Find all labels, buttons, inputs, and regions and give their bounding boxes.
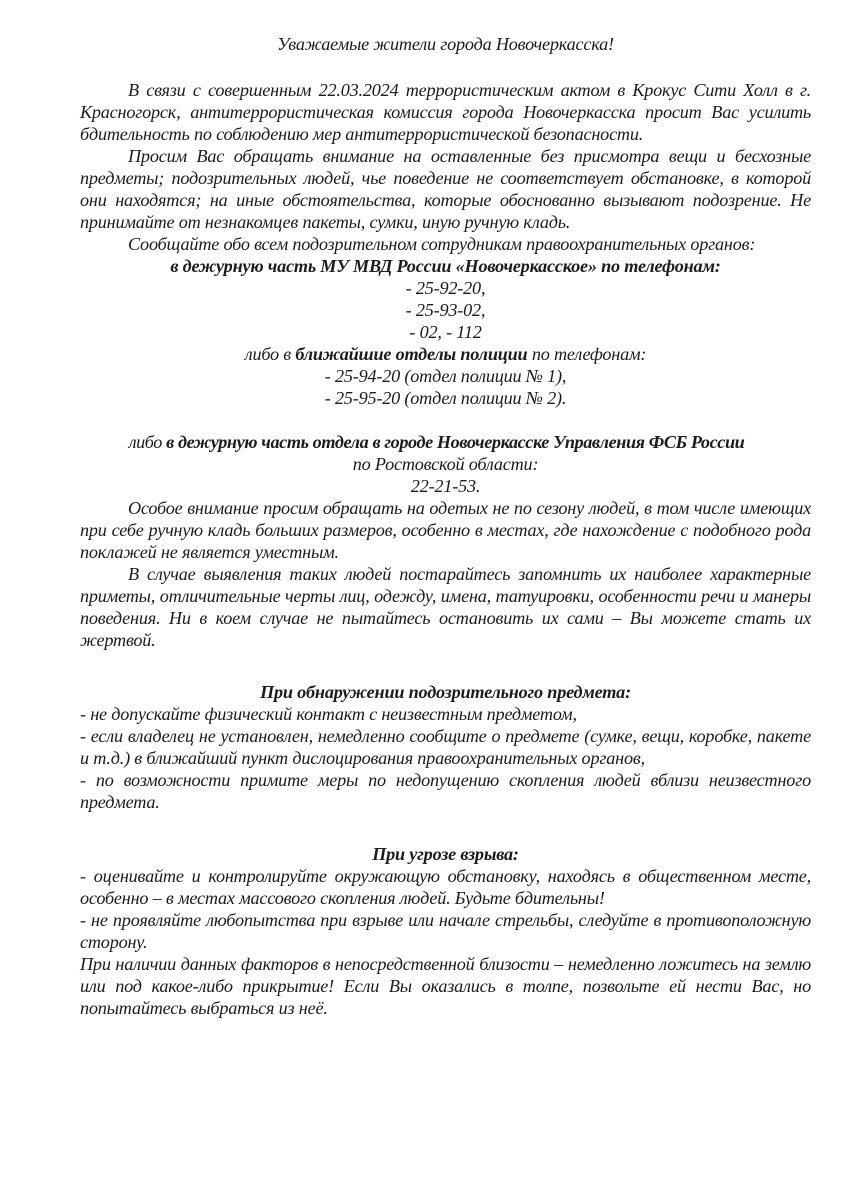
paragraph-identify: В случае выявления таких людей постарайтесь запомнить их наиболее характерные приметы, отличительные черты лиц, одежду, имена, татуировки, особенности речи и манеры поведения. Ни в коем случае не пытайтесь остановить их сами – Вы можете стать их жертвой.	[80, 564, 811, 650]
police-line-suffix: по телефонам:	[527, 344, 647, 364]
section-suspicious-item: - не допускайте физический контакт с неизвестным предметом,	[80, 704, 577, 724]
section-suspicious-item: - по возможности примите меры по недопущению скопления людей вблизи неизвестного предмета.	[80, 770, 811, 812]
police-line-prefix: либо в	[244, 344, 296, 364]
document-page	[80, 30, 811, 1019]
section-explosion-heading: При угрозе взрыва:	[372, 844, 519, 864]
paragraph-vigilance: Просим Вас обращать внимание на оставленные без присмотра вещи и бесхозные предметы; подозрительных людей, чье поведение не соответствует обстановке, в которой они находятся; на иные обстоятельства, которые обоснованно вызывают подозрение. Не принимайте от незнакомцев пакеты, сумки, иную ручную кладь.	[80, 146, 811, 232]
mvd-heading: в дежурную часть МУ МВД России «Новочеркасское» по телефонам:	[170, 256, 721, 276]
spacer	[80, 651, 811, 681]
paragraph-report: Сообщайте обо всем подозрительном сотрудникам правоохранительных органов:	[128, 234, 756, 254]
police-line-bold: ближайшие отделы полиции	[295, 344, 528, 364]
mvd-phone: - 25-93-02,	[405, 300, 486, 320]
section-explosion-item: - оценивайте и контролируйте окружающую обстановку, находясь в общественном месте, особенно – в местах массового скопления людей. Будьте бдительны!	[80, 866, 811, 908]
fsb-line-prefix: либо	[128, 432, 167, 452]
mvd-phone: - 25-92-20,	[405, 278, 486, 298]
spacer	[80, 813, 811, 843]
fsb-line-bold: в дежурную часть отдела в городе Новочеркасске Управления ФСБ России	[166, 432, 745, 452]
spacer	[80, 55, 811, 79]
paragraph-intro: В связи с совершенным 22.03.2024 террористическим актом в Крокус Сити Холл в г. Красногорск, антитеррористическая комиссия города Новочеркасска просит Вас усилить бдительность по соблюдению мер антитеррористической безопасности.	[80, 80, 811, 144]
fsb-phone: 22-21-53.	[410, 476, 481, 496]
section-explosion-item: - не проявляйте любопытства при взрыве или начале стрельбы, следуйте в противоположную сторону.	[80, 910, 811, 952]
section-suspicious-heading: При обнаружении подозрительного предмета:	[260, 682, 631, 702]
police-phone: - 25-94-20 (отдел полиции № 1),	[324, 366, 567, 386]
section-explosion-item: При наличии данных факторов в непосредственной близости – немедленно ложитесь на землю или под какое-либо прикрытие! Если Вы оказались в толпе, позвольте ей нести Вас, но попытайтесь выбраться из неё.	[80, 954, 811, 1018]
police-phone: - 25-95-20 (отдел полиции № 2).	[324, 388, 567, 408]
mvd-phone: - 02, - 112	[409, 322, 482, 342]
document-title: Уважаемые жители города Новочеркасска!	[277, 34, 614, 54]
section-suspicious-item: - если владелец не установлен, немедленно сообщите о предмете (сумке, вещи, коробке, пакете и т.д.) в ближайший пункт дислоцирования правоохранительных органов,	[80, 726, 811, 768]
police-line	[80, 343, 811, 365]
paragraph-attention: Особое внимание просим обращать на одетых не по сезону людей, в том числе имеющих при себе ручную кладь больших размеров, особенно в местах, где нахождение с подобного рода поклажей не является уместным.	[80, 498, 811, 562]
fsb-line	[52, 431, 821, 453]
spacer	[80, 409, 811, 431]
fsb-region: по Ростовской области:	[352, 454, 539, 474]
